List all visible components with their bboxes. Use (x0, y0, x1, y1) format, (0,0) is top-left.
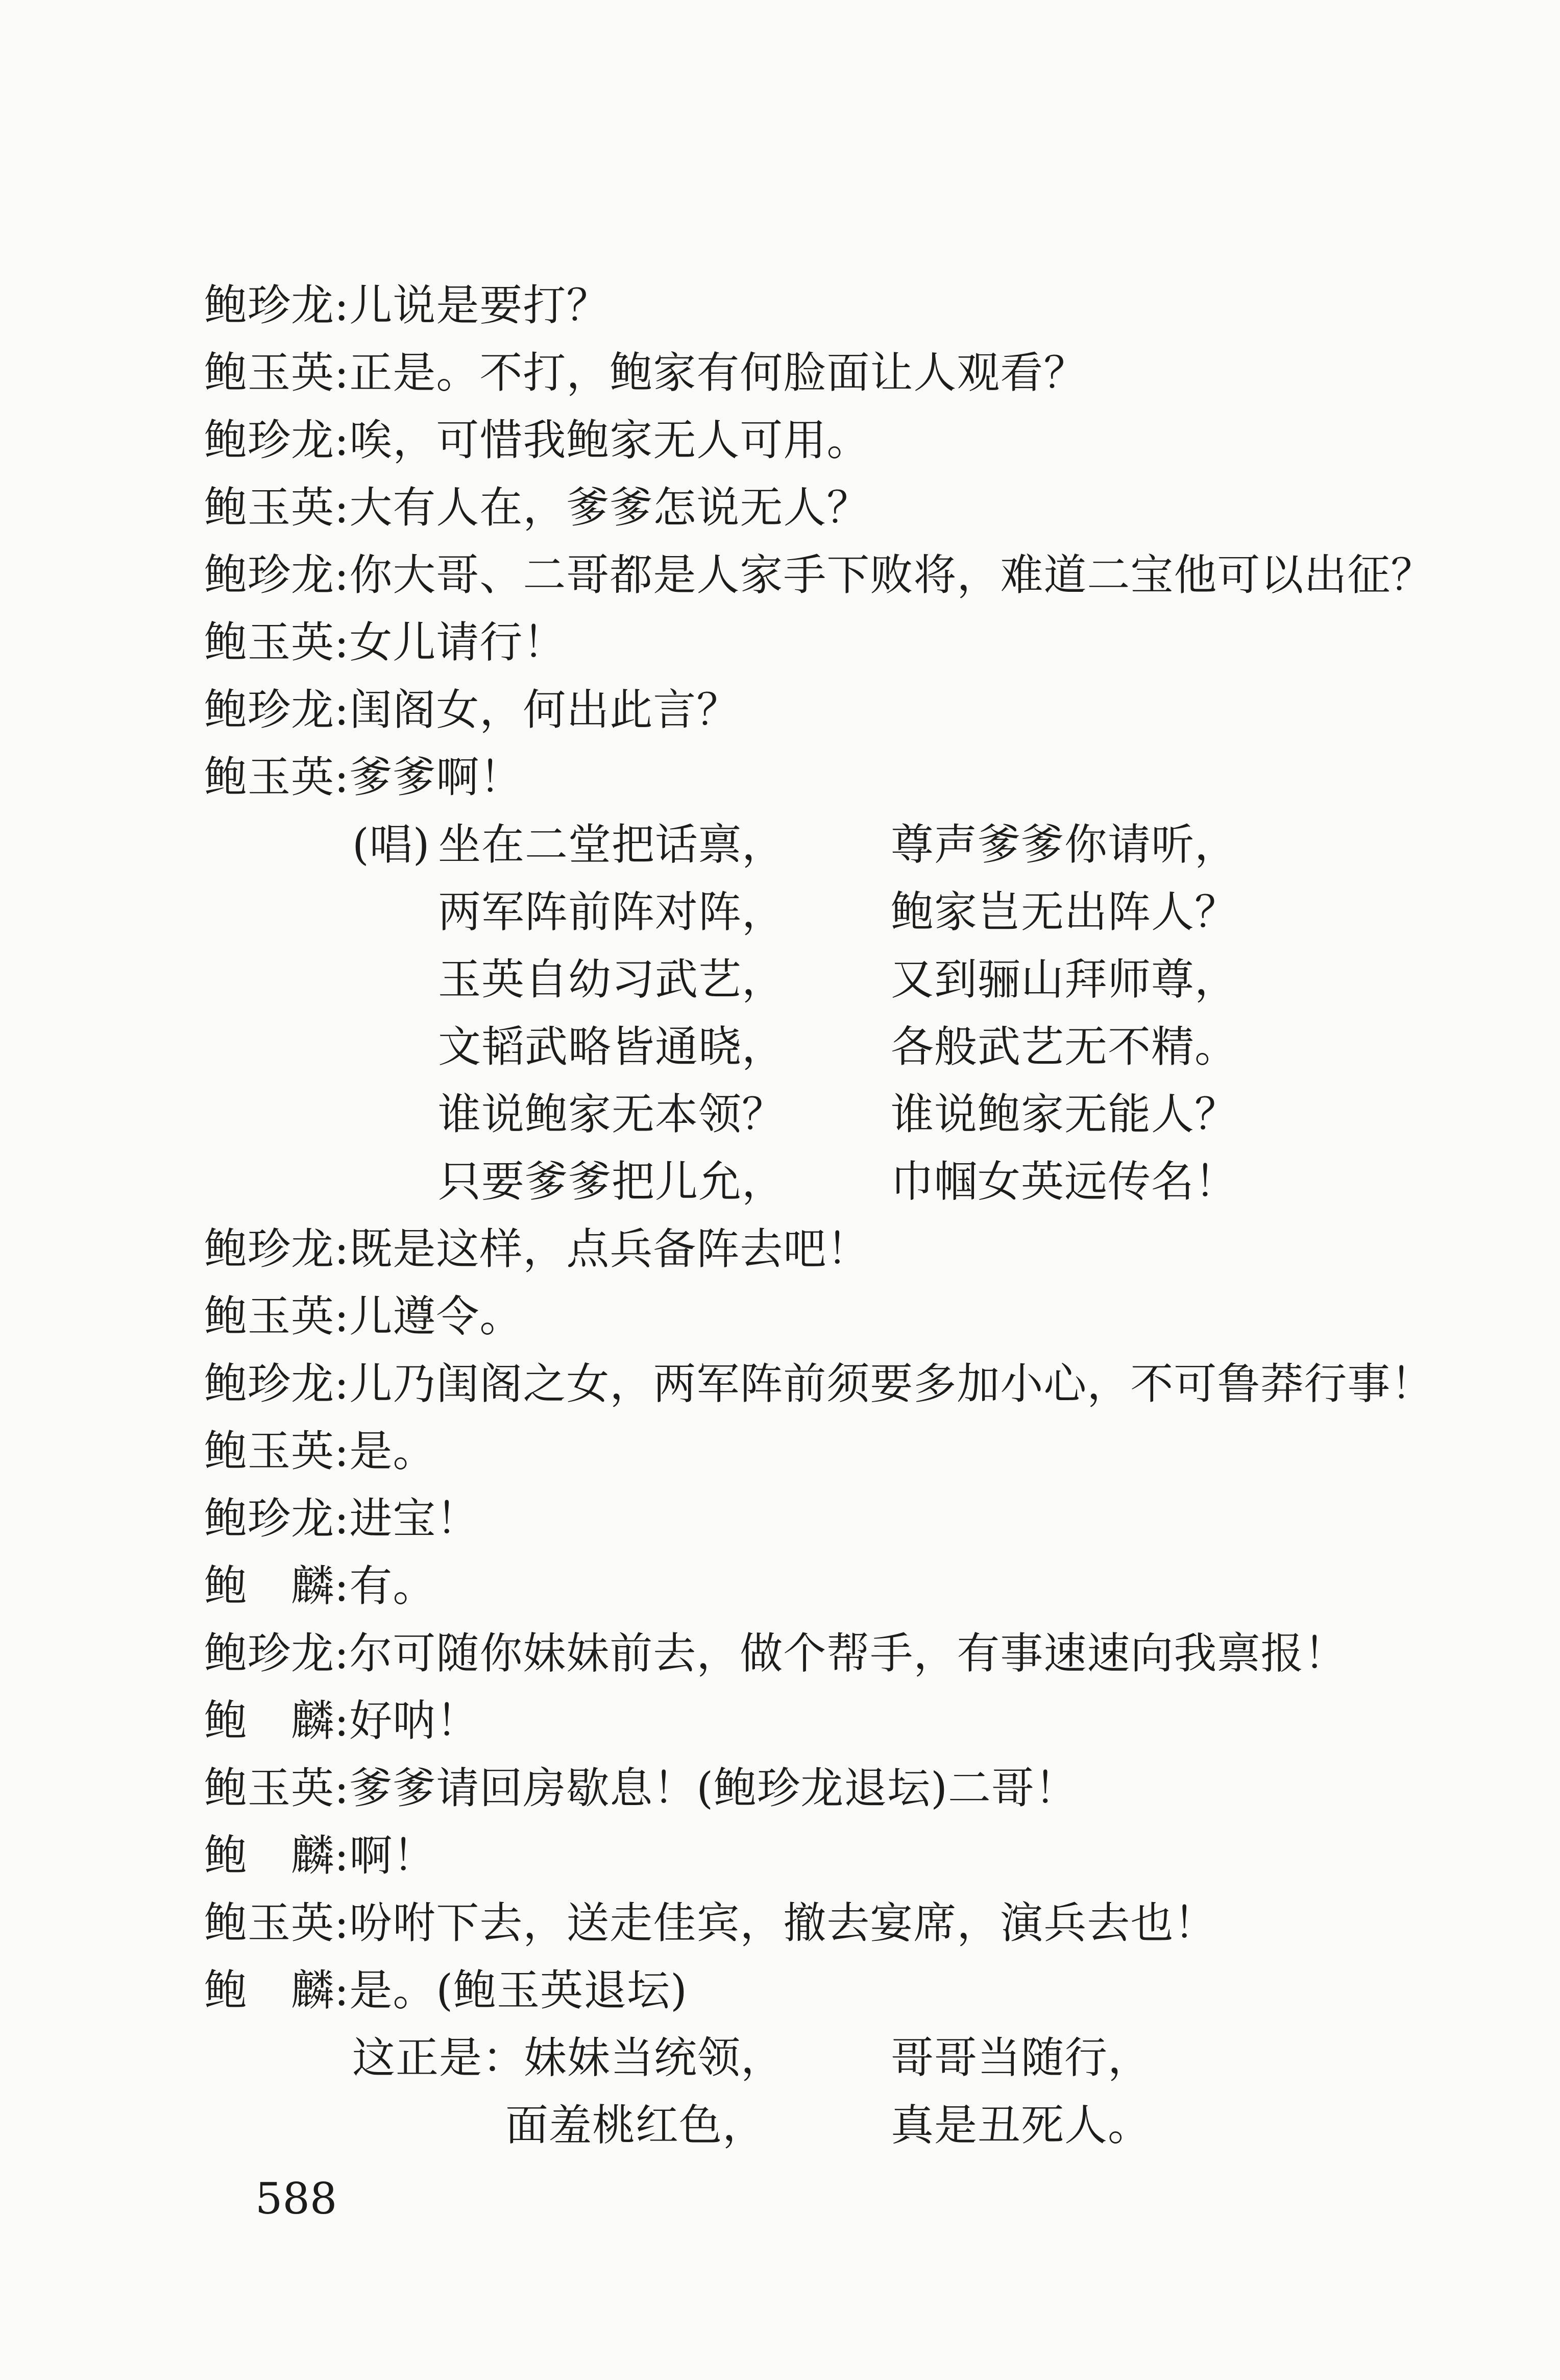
speech: 女儿请行！ (349, 617, 567, 667)
speech: 大有人在，爹爹怎说无人？ (349, 483, 870, 533)
verse-right: 巾帼女英远传名！ (891, 1157, 1238, 1207)
dialogue-line: 鲍 麟:啊！ (204, 1831, 436, 1881)
speaker: 鲍珍龙 (204, 1494, 335, 1544)
dialogue-line: 鲍玉英:女儿请行！ (204, 617, 567, 667)
verse-left: 只要爹爹把儿允， (438, 1157, 786, 1207)
speech: 儿遵令。 (349, 1291, 523, 1341)
verse-left: 两军阵前阵对阵， (438, 887, 786, 937)
verse-right: 谁说鲍家无能人？ (891, 1089, 1238, 1139)
speaker: 鲍珍龙 (204, 550, 335, 600)
speaker: 鲍珍龙 (204, 1628, 335, 1678)
dialogue-line: 鲍玉英:吩咐下去，送走佳宾，撤去宴席，演兵去也！ (204, 1898, 1217, 1948)
dialogue-line: 鲍珍龙:唉，可惜我鲍家无人可用。 (204, 415, 870, 465)
dialogue-line: 鲍玉英:爹爹请回房歇息！(鲍珍龙退坛)二哥！ (204, 1763, 1078, 1813)
dialogue-line: 鲍珍龙:进宝！ (204, 1494, 480, 1544)
verse-left: 面羞桃红色， (505, 2100, 766, 2150)
speaker: 鲍玉英 (204, 752, 335, 802)
dialogue-line: 鲍玉英:正是。不打，鲍家有何脸面让人观看？ (204, 348, 1087, 398)
speech: 闺阁女，何出此言？ (349, 685, 740, 735)
verse-left: 坐在二堂把话禀， (438, 820, 786, 870)
speech: 唉，可惜我鲍家无人可用。 (349, 415, 870, 465)
verse-left: 妹妹当统领， (524, 2033, 785, 2083)
verse-right: 又到骊山拜师尊， (891, 954, 1238, 1004)
speech: 尔可随你妹妹前去，做个帮手，有事速速向我禀报！ (349, 1628, 1348, 1678)
speech: 儿说是要打？ (349, 280, 610, 330)
dialogue-line: 鲍 麟:有。 (204, 1561, 436, 1611)
speaker: 鲍玉英 (204, 1291, 335, 1341)
speech: 是。 (349, 1426, 436, 1476)
speech: 是。(鲍玉英退坛) (349, 1965, 688, 2015)
song-prefix: (唱) (352, 820, 430, 870)
dialogue-line: 鲍玉英:大有人在，爹爹怎说无人？ (204, 483, 870, 533)
speech: 啊！ (349, 1831, 436, 1881)
speaker: 鲍珍龙 (204, 415, 335, 465)
speech: 进宝！ (349, 1494, 480, 1544)
dialogue-line: 鲍珍龙:既是这样，点兵备阵去吧！ (204, 1224, 870, 1274)
song-prefix: 这正是： (352, 2033, 526, 2083)
verse-left: 文韬武略皆通晓， (438, 1022, 786, 1072)
verse-left: 玉英自幼习武艺， (438, 954, 786, 1004)
verse-right: 鲍家岂无出阵人？ (891, 887, 1238, 937)
verse-right: 哥哥当随行， (891, 2033, 1152, 2083)
dialogue-line: 鲍珍龙:儿乃闺阁之女，两军阵前须要多加小心，不可鲁莽行事！ (204, 1359, 1434, 1409)
dialogue-line: 鲍珍龙:儿说是要打？ (204, 280, 610, 330)
dialogue-line: 鲍珍龙:尔可随你妹妹前去，做个帮手，有事速速向我禀报！ (204, 1628, 1348, 1678)
speaker: 鲍 麟 (204, 1831, 335, 1881)
speech: 你大哥、二哥都是人家手下败将，难道二宝他可以出征？ (349, 550, 1434, 600)
speaker: 鲍珍龙 (204, 685, 335, 735)
speaker: 鲍珍龙 (204, 1224, 335, 1274)
verse-right: 尊声爹爹你请听， (891, 820, 1238, 870)
dialogue-line: 鲍玉英:儿遵令。 (204, 1291, 523, 1341)
speaker: 鲍珍龙 (204, 1359, 335, 1409)
speaker: 鲍 麟 (204, 1561, 335, 1611)
speaker: 鲍玉英 (204, 1426, 335, 1476)
speech: 既是这样，点兵备阵去吧！ (349, 1224, 870, 1274)
speaker: 鲍 麟 (204, 1696, 335, 1746)
speaker: 鲍玉英 (204, 348, 335, 398)
speaker: 鲍珍龙 (204, 280, 335, 330)
dialogue-line: 鲍 麟:是。(鲍玉英退坛) (204, 1965, 688, 2015)
speaker: 鲍玉英 (204, 617, 335, 667)
speech: 爹爹请回房歇息！(鲍珍龙退坛)二哥！ (349, 1763, 1078, 1813)
page-number: 588 (255, 2174, 337, 2224)
speaker: 鲍玉英 (204, 483, 335, 533)
dialogue-line: 鲍 麟:好呐！ (204, 1696, 480, 1746)
speaker: 鲍玉英 (204, 1763, 335, 1813)
speaker: 鲍 麟 (204, 1965, 335, 2015)
speech: 好呐！ (349, 1696, 480, 1746)
speech: 有。 (349, 1561, 436, 1611)
dialogue-line: 鲍玉英:是。 (204, 1426, 436, 1476)
verse-right: 各般武艺无不精。 (891, 1022, 1238, 1072)
speech: 爹爹啊！ (349, 752, 523, 802)
speech: 吩咐下去，送走佳宾，撤去宴席，演兵去也！ (349, 1898, 1217, 1948)
dialogue-line: 鲍珍龙:你大哥、二哥都是人家手下败将，难道二宝他可以出征？ (204, 550, 1434, 600)
dialogue-line: 鲍玉英:爹爹啊！ (204, 752, 523, 802)
verse-left: 谁说鲍家无本领？ (438, 1089, 786, 1139)
speaker: 鲍玉英 (204, 1898, 335, 1948)
speech: 正是。不打，鲍家有何脸面让人观看？ (349, 348, 1087, 398)
dialogue-line: 鲍珍龙:闺阁女，何出此言？ (204, 685, 740, 735)
verse-right: 真是丑死人。 (891, 2100, 1152, 2150)
speech: 儿乃闺阁之女，两军阵前须要多加小心，不可鲁莽行事！ (349, 1359, 1434, 1409)
